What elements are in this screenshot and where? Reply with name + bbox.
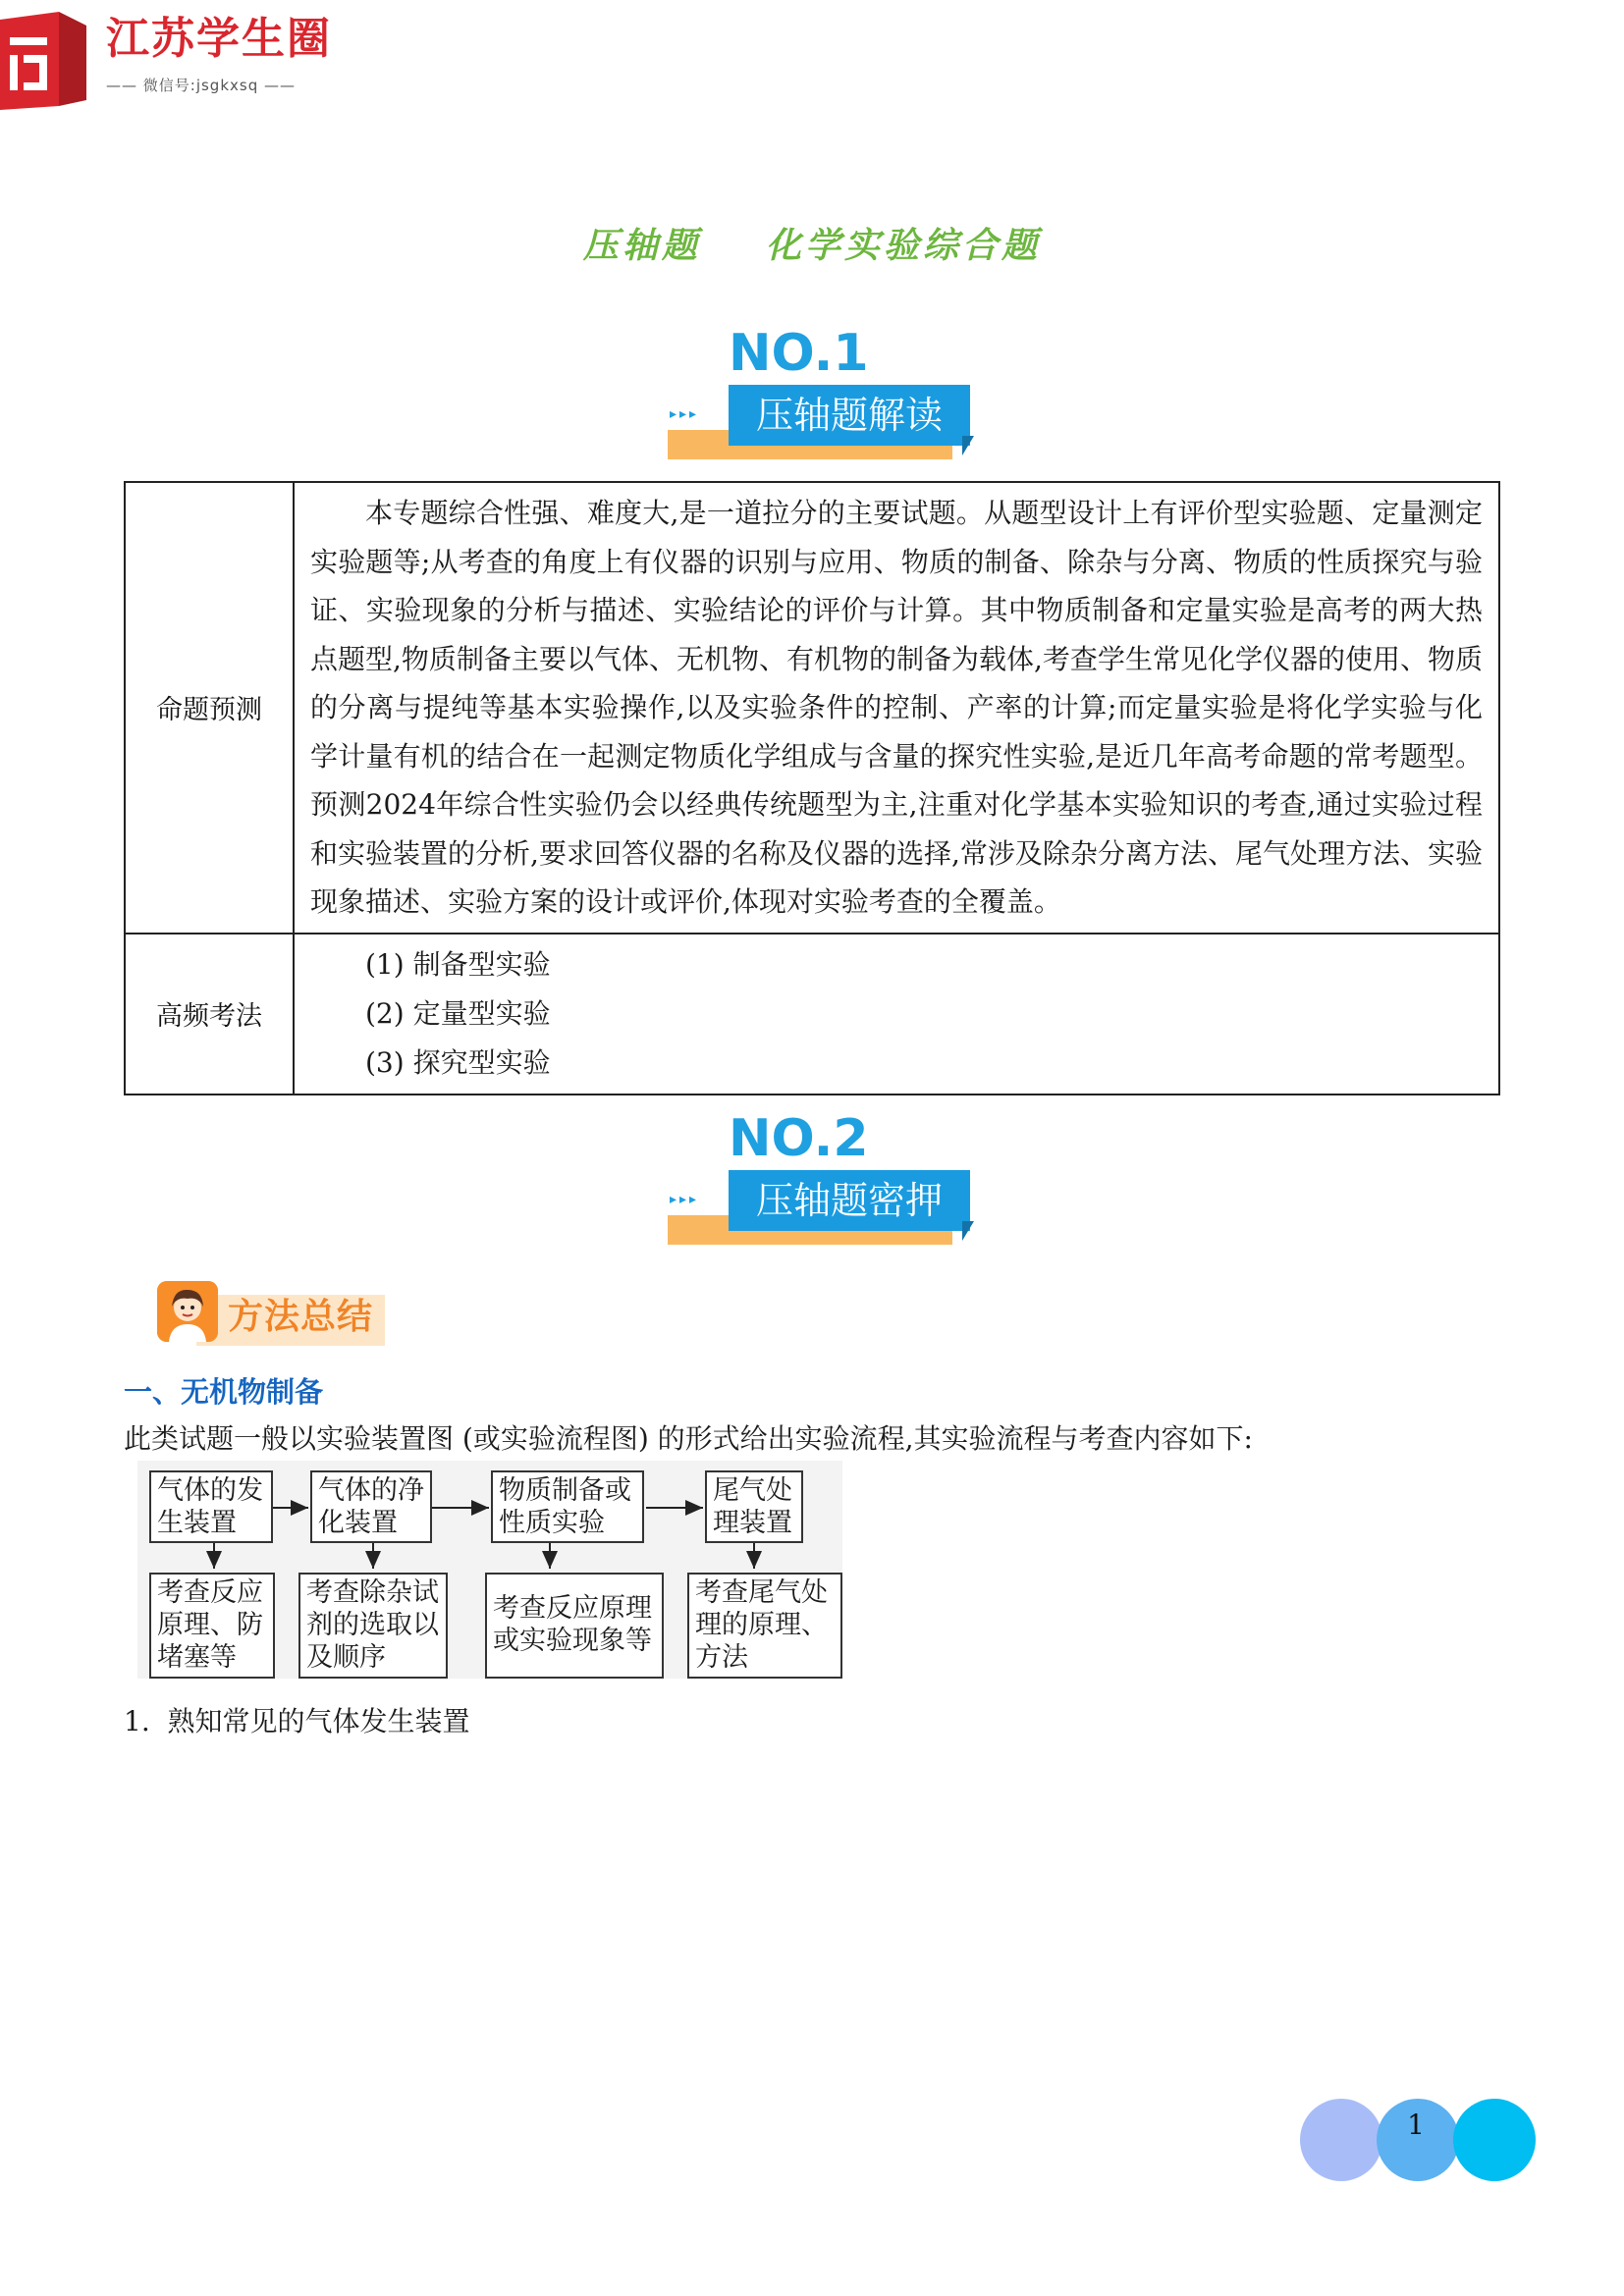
section-heading: 一、无机物制备 xyxy=(124,1375,324,1409)
logo-mark-icon xyxy=(0,12,90,110)
page-deco-circle xyxy=(1453,2099,1536,2181)
banner-arrows-icon: ▸▸▸ xyxy=(670,406,700,422)
banner-number: NO.1 xyxy=(729,324,869,383)
row-header-prediction: 命题预测 xyxy=(125,482,294,934)
method-item: (3) 探究型实验 xyxy=(365,1045,551,1079)
method-item: (1) 制备型实验 xyxy=(365,947,551,981)
flow-step-box: 气体的净 化装置 xyxy=(310,1470,432,1543)
flow-step-box: 气体的发 生装置 xyxy=(149,1470,273,1543)
prediction-content xyxy=(294,482,1499,934)
flow-check-box: 考查反应原理 或实验现象等 xyxy=(485,1573,664,1679)
methods-content xyxy=(294,934,1499,1095)
section-banner-2 xyxy=(668,1109,992,1251)
page-deco-circle xyxy=(1300,2099,1382,2181)
page-number: 1 xyxy=(1407,2109,1425,2141)
info-table xyxy=(124,481,1500,1095)
method-summary-label: 方法总结 xyxy=(228,1297,374,1337)
prediction-paragraph: 本专题综合性强、难度大,是一道拉分的主要试题。从题型设计上有评价型实验题、定量测定实验题等;从考查的角度上有仪器的识别与应用、物质的制备、除杂与分离、物质的性质探究与验证、实验现象的分析与描述、实验结论的评价与计算。其中物质制备和定量实验是高考的两大热点题型,物质制备主要以气体、无机物、有机物的制备为载体,考查学生常见化学仪器的使用、物质的分离与提纯等基本实验操作,以及实验条件的控制、产率的计算;而定量实验是将化学实验与化学计量有机的结合在一起测定物质化学组成与含量的探究性实验,是近几年高考命题的常考题型。预测2024年综合性实验仍会以经典传统题型为主,注重对化学基本实验知识的考查,通过实验过程和实验装置的分析,要求回答仪器的名称及仪器的选择,常涉及除杂分离方法、尾气处理方法、实验现象描述、实验方案的设计或评价,体现对实验考查的全覆盖。 xyxy=(310,497,1483,918)
table-row xyxy=(125,482,1499,934)
flow-check-box: 考查反应 原理、防 堵塞等 xyxy=(149,1573,275,1679)
document-title: 压轴题 化学实验综合题 xyxy=(582,225,1042,266)
teacher-avatar-icon xyxy=(157,1281,218,1342)
section-banner-1 xyxy=(668,324,992,465)
method-summary-badge xyxy=(157,1281,385,1346)
flow-check-box: 考查除杂试 剂的选取以 及顺序 xyxy=(298,1573,448,1679)
flow-step-box: 尾气处 理装置 xyxy=(705,1470,803,1543)
banner-arrows-icon: ▸▸▸ xyxy=(670,1192,700,1207)
logo-subtitle: —— 微信号:jsgkxsq —— xyxy=(106,77,296,94)
row-header-methods: 高频考法 xyxy=(125,934,294,1095)
flow-step-box: 物质制备或 性质实验 xyxy=(491,1470,644,1543)
flow-check-box: 考查尾气处 理的原理、 方法 xyxy=(687,1573,842,1679)
method-item: (2) 定量型实验 xyxy=(365,996,551,1030)
banner-number: NO.2 xyxy=(729,1109,869,1168)
banner-label: 压轴题解读 xyxy=(755,394,943,437)
list-item: 1. 熟知常见的气体发生装置 xyxy=(124,1705,470,1737)
logo-title: 江苏学生圈 xyxy=(106,14,332,64)
intro-text: 此类试题一般以实验装置图 (或实验流程图) 的形式给出实验流程,其实验流程与考查内容如下: xyxy=(124,1422,1253,1455)
table-row xyxy=(125,934,1499,1095)
banner-label: 压轴题密押 xyxy=(755,1179,943,1222)
